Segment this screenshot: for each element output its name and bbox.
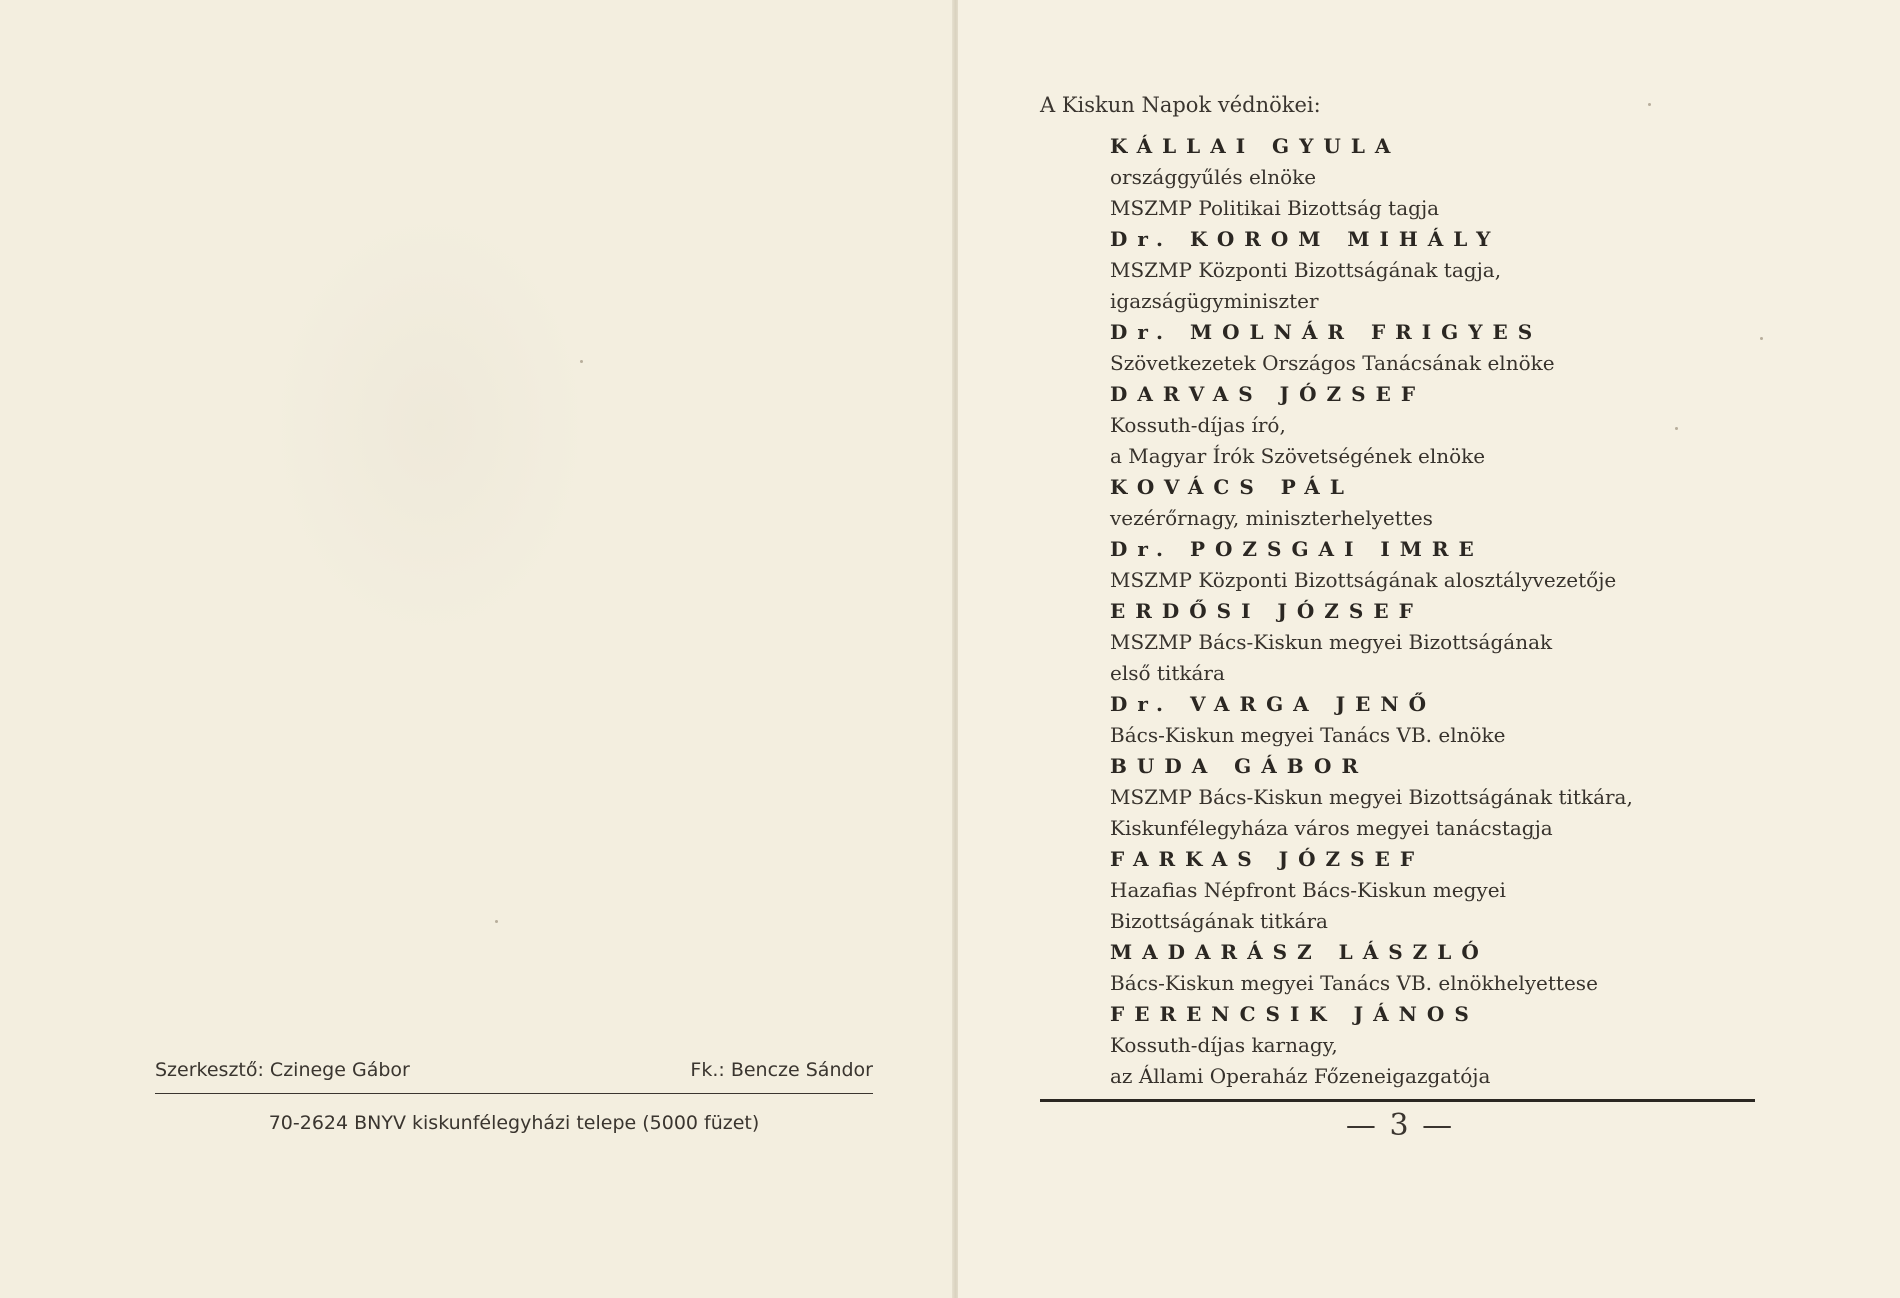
patron-name: FERENCSIK JÁNOS <box>1110 1002 1479 1026</box>
patron-role: országgyűlés elnöke <box>1110 165 1317 189</box>
patron-entry <box>1110 596 1770 689</box>
patron-name: MADARÁSZ LÁSZLÓ <box>1110 940 1489 964</box>
patron-name: Dr. MOLNÁR FRIGYES <box>1110 320 1543 344</box>
paper-speck <box>580 360 583 363</box>
patron-entry <box>1110 224 1770 317</box>
patron-role: Kossuth-díjas író, <box>1110 413 1286 437</box>
patron-entry <box>1110 844 1770 937</box>
paper-speck <box>1760 337 1763 340</box>
patron-entry <box>1110 999 1770 1092</box>
patron-role: MSZMP Központi Bizottságának alosztályvezetője <box>1110 568 1617 592</box>
patron-name: Dr. VARGA JENŐ <box>1110 692 1437 716</box>
patron-role: első titkára <box>1110 661 1225 685</box>
imprint-divider <box>155 1093 873 1094</box>
patron-name: DARVAS JÓZSEF <box>1110 382 1426 406</box>
editor-credit: Szerkesztő: Czinege Gábor <box>155 1059 410 1081</box>
patron-name: KOVÁCS PÁL <box>1110 475 1354 499</box>
patron-role: MSZMP Bács-Kiskun megyei Bizottságának <box>1110 630 1553 654</box>
page-divider <box>1040 1099 1755 1102</box>
patron-role: Kiskunfélegyháza város megyei tanácstagja <box>1110 816 1553 840</box>
patron-entry <box>1110 534 1770 596</box>
patron-role: Bizottságának titkára <box>1110 909 1328 933</box>
page-number: — 3 — <box>1345 1108 1455 1143</box>
printer-credit: 70-2624 BNYV kiskunfélegyházi telepe (5000 füzet) <box>268 1112 760 1134</box>
patron-entry <box>1110 379 1770 472</box>
patron-role: Kossuth-díjas karnagy, <box>1110 1033 1338 1057</box>
patron-entry <box>1110 317 1770 379</box>
patron-name: Dr. KOROM MIHÁLY <box>1110 227 1501 251</box>
paper-speck <box>495 920 498 923</box>
patron-role: Szövetkezetek Országos Tanácsának elnöke <box>1110 351 1555 375</box>
patron-name: ERDŐSI JÓZSEF <box>1110 599 1423 623</box>
patron-role: Hazafias Népfront Bács-Kiskun megyei <box>1110 878 1506 902</box>
chief-editor-credit: Fk.: Bencze Sándor <box>690 1059 873 1081</box>
patron-role: MSZMP Központi Bizottságának tagja, <box>1110 258 1502 282</box>
patrons-heading: A Kiskun Napok védnökei: <box>1040 93 1321 117</box>
patron-role: igazságügyminiszter <box>1110 289 1319 313</box>
patron-entry <box>1110 689 1770 751</box>
patron-role: MSZMP Bács-Kiskun megyei Bizottságának titkára, <box>1110 785 1633 809</box>
imprint-row <box>155 1059 873 1087</box>
paper-speck <box>1648 103 1651 106</box>
patron-name: BUDA GÁBOR <box>1110 754 1369 778</box>
patrons-list <box>1110 131 1770 1092</box>
patron-entry <box>1110 131 1770 224</box>
patron-role: a Magyar Írók Szövetségének elnöke <box>1110 444 1486 468</box>
patron-role: vezérőrnagy, miniszterhelyettes <box>1110 506 1433 530</box>
patron-name: KÁLLAI GYULA <box>1110 134 1401 158</box>
patron-role: MSZMP Politikai Bizottság tagja <box>1110 196 1440 220</box>
patron-role: Bács-Kiskun megyei Tanács VB. elnökhelyettese <box>1110 971 1598 995</box>
patron-entry <box>1110 472 1770 534</box>
patron-name: Dr. POZSGAI IMRE <box>1110 537 1484 561</box>
show-through-image <box>270 210 590 640</box>
patron-role: Bács-Kiskun megyei Tanács VB. elnöke <box>1110 723 1506 747</box>
patron-name: FARKAS JÓZSEF <box>1110 847 1425 871</box>
patron-entry <box>1110 751 1770 844</box>
paper-speck <box>1675 427 1678 430</box>
patron-entry <box>1110 937 1770 999</box>
patron-role: az Állami Operaház Főzeneigazgatója <box>1110 1064 1491 1088</box>
